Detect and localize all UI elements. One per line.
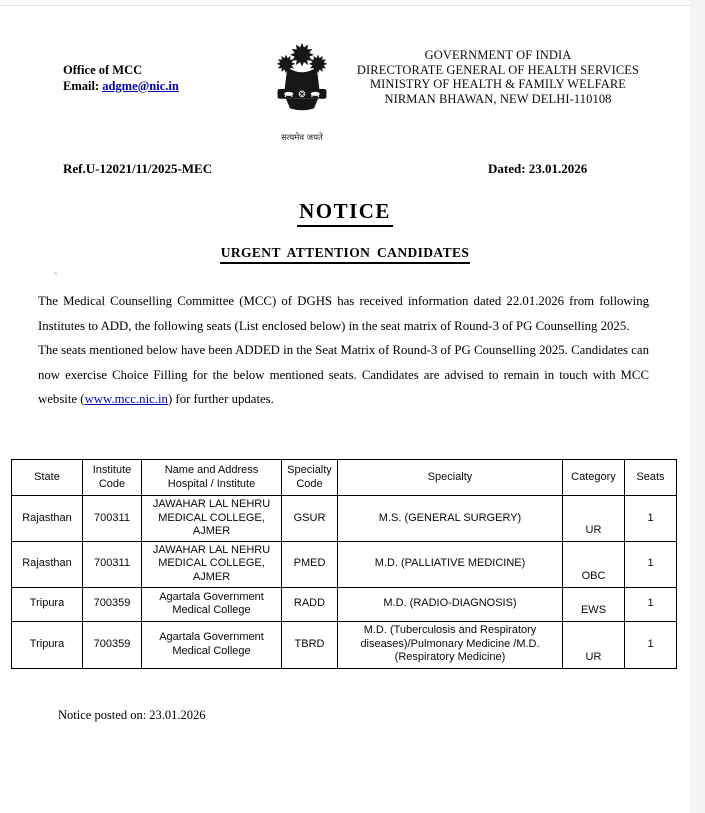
gov-line-3: MINISTRY OF HEALTH & FAMILY WELFARE [369,77,627,91]
col-header-category: Category [563,460,625,496]
reference-number: Ref.U-12021/11/2025-MEC [63,161,213,176]
col-header-specialty-code: Specialty Code [282,460,338,496]
cell-specialty-code: RADD [282,587,338,621]
cell-seats: 1 [625,587,677,621]
cell-specialty-code: GSUR [282,496,338,542]
cell-specialty: M.D. (RADIO-DIAGNOSIS) [338,587,563,621]
table-header-row [12,460,677,496]
page-title: NOTICE [297,199,393,227]
col-header-institute-code: Institute Code [83,460,142,496]
office-email-line [63,79,179,95]
seat-table-body [12,496,677,669]
body-paragraph-1: The Medical Counselling Committee (MCC) of DGHS has received information dated 22.01.2026 from following Institutes to ADD, the following seats (List enclosed below) in the seat matrix of Round-3 of PG Counselling 2025. [38,294,649,333]
cell-seats: 1 [625,496,677,542]
national-emblem [263,38,341,143]
table-row [12,541,677,587]
office-name: Office of MCC [63,63,143,77]
added-seats-table [11,459,677,669]
cell-name: JAWAHAR LAL NEHRU MEDICAL COLLEGE, AJMER [142,541,282,587]
gov-line-4: NIRMAN BHAWAN, NEW DELHI-110108 [384,91,612,106]
cell-name: JAWAHAR LAL NEHRU MEDICAL COLLEGE, AJMER [142,496,282,542]
paragraph2-text-after-link: ) for further updates. [167,392,274,407]
body-paragraph-2 [38,338,649,412]
emblem-motto-text: सत्यमेव जयते [281,133,323,143]
cell-state: Tripura [12,587,83,621]
ashoka-lion-capital-icon [267,38,337,126]
gov-line-1: GOVERNMENT OF INDIA [424,48,572,62]
notice-body [38,289,649,412]
cell-institute-code: 700311 [83,541,142,587]
col-header-name-address: Name and Address Hospital / Institute [142,460,282,496]
paragraph2-text-before-link: The seats mentioned below have been ADDED in the Seat Matrix of Round-3 of PG Counselling 2025. Candidates can now exercise Choice Filling for the below mentioned seats. Candidates are advised to remain in touch with MCC website ( [38,343,649,407]
cell-specialty: M.D. (Tuberculosis and Respiratory diseases)/Pulmonary Medicine /M.D. (Respiratory Medicine) [338,621,563,668]
table-row [12,621,677,668]
cell-specialty: M.S. (GENERAL SURGERY) [338,496,563,542]
col-header-state: State [12,460,83,496]
cell-institute-code: 700359 [83,587,142,621]
col-header-seats: Seats [625,460,677,496]
notice-title-row [0,199,690,227]
cell-category: UR [563,496,625,542]
office-contact-block [63,63,179,94]
cell-seats: 1 [625,621,677,668]
cell-state: Rajasthan [12,496,83,542]
cell-specialty: M.D. (PALLIATIVE MEDICINE) [338,541,563,587]
page-subtitle: URGENT ATTENTION CANDIDATES [220,245,471,264]
cell-specialty-code: TBRD [282,621,338,668]
cell-category: UR [563,621,625,668]
dated-label: Dated: 23.01.2026 [488,161,588,176]
cell-seats: 1 [625,541,677,587]
gov-line-2: DIRECTORATE GENERAL OF HEALTH SERVICES [356,62,640,77]
cell-institute-code: 700311 [83,496,142,542]
table-row [12,496,677,542]
page-top-divider [0,5,690,6]
col-header-specialty: Specialty [338,460,563,496]
email-link[interactable]: adgme@nic.in [102,78,179,93]
cell-name: Agartala Government Medical College [142,621,282,668]
cell-specialty-code: PMED [282,541,338,587]
notice-posted-date: Notice posted on: 23.01.2026 [58,708,206,722]
mcc-website-link[interactable]: www.mcc.nic.in [84,392,168,407]
cell-category: EWS [563,587,625,621]
cell-state: Rajasthan [12,541,83,587]
cell-category: OBC [563,541,625,587]
page-edge-gray-band [690,0,705,813]
government-header-block [345,48,651,106]
cell-state: Tripura [12,621,83,668]
notice-subtitle-row [0,244,690,264]
table-row [12,587,677,621]
scan-artifact-dot [54,272,57,275]
cell-name: Agartala Government Medical College [142,587,282,621]
cell-institute-code: 700359 [83,621,142,668]
email-label: Email: [63,78,100,93]
